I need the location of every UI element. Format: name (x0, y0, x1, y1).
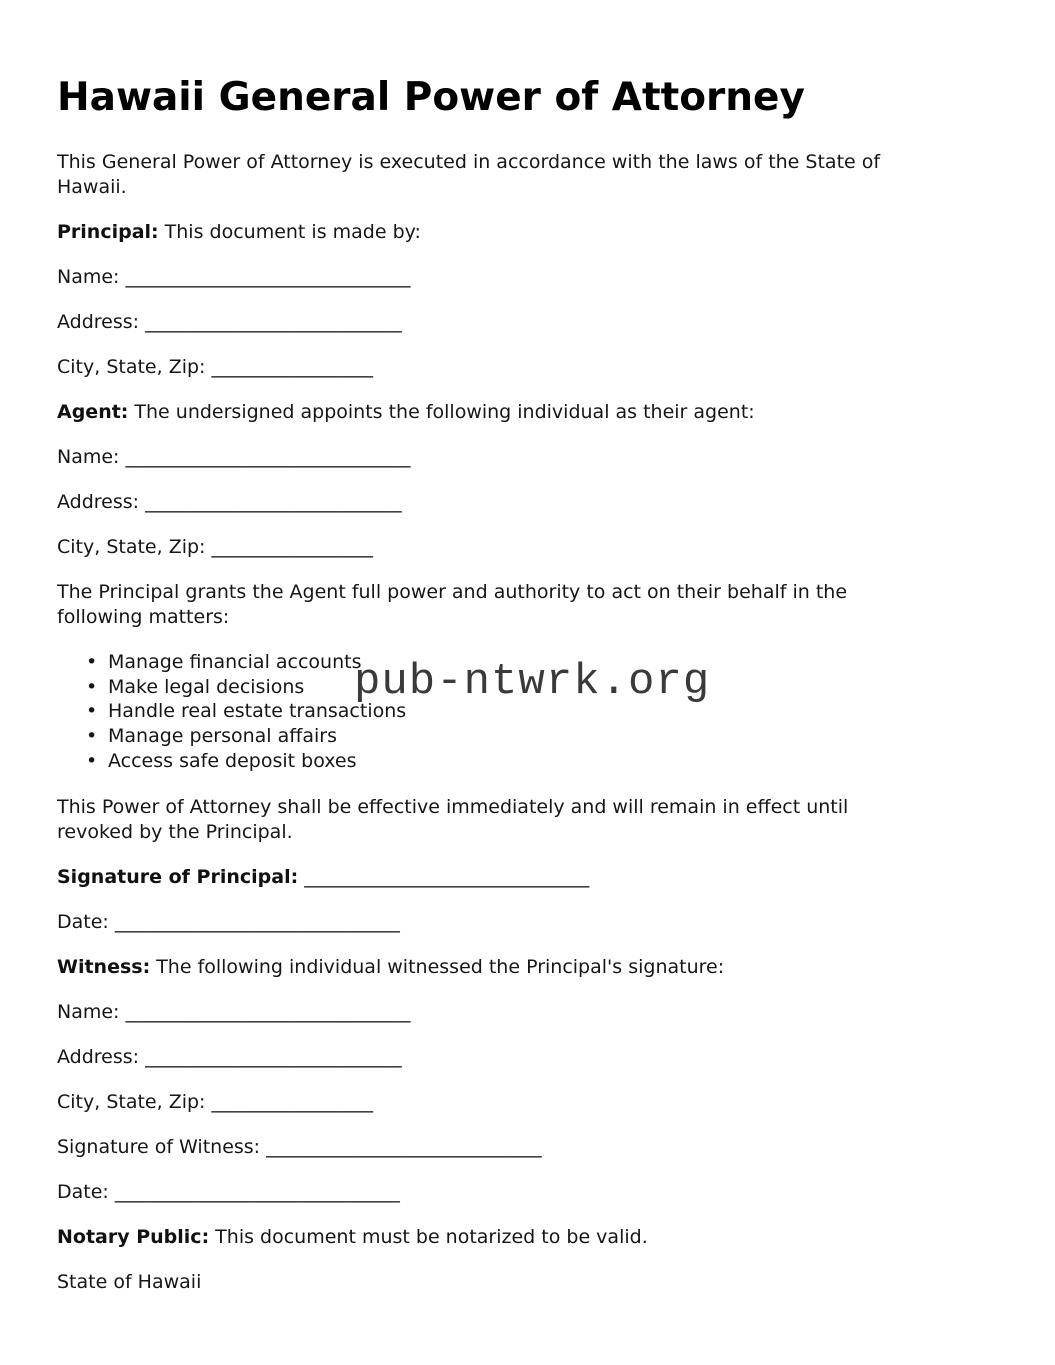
date-witness-blank: ______________________________ (114, 1180, 400, 1203)
principal-address-row (57, 310, 977, 335)
intro-paragraph (57, 150, 977, 200)
powers-item-4: Manage personal affairs (108, 725, 337, 748)
date-witness-row (57, 1180, 977, 1205)
bullet-icon: • (86, 749, 98, 772)
principal-address-blank: ___________________________ (145, 311, 402, 333)
agent-label: Agent: (57, 401, 129, 423)
bullet-icon: • (86, 651, 98, 673)
principal-name-blank: ______________________________ (125, 266, 411, 288)
principal-text: This document is made by: (164, 221, 421, 243)
principal-city-blank: _________________ (211, 356, 373, 378)
state-line-text: State of Hawaii (57, 1270, 202, 1293)
signature-principal-blank: ______________________________ (304, 865, 590, 888)
notary-label: Notary Public: (57, 1225, 210, 1248)
powers-item-5: Access safe deposit boxes (108, 749, 357, 772)
powers-item-3: Handle real estate transactions (108, 700, 407, 723)
witness-address-label: Address: (57, 1045, 140, 1068)
state-line (57, 1270, 977, 1295)
principal-city-label: City, State, Zip: (57, 356, 206, 378)
powers-item-1: Manage financial accounts (108, 651, 362, 673)
witness-name-blank: ______________________________ (125, 1000, 411, 1023)
date-principal-row (57, 910, 977, 935)
powers-line-2: following matters: (57, 606, 230, 628)
list-item (57, 724, 977, 749)
agent-city-blank: _________________ (211, 536, 373, 558)
signature-witness-blank: _____________________________ (266, 1135, 542, 1158)
principal-address-label: Address: (57, 311, 140, 333)
date-witness-label: Date: (57, 1180, 109, 1203)
witness-address-blank: ___________________________ (145, 1045, 402, 1068)
witness-name-label: Name: (57, 1000, 120, 1023)
powers-item-2: Make legal decisions (108, 675, 305, 698)
principal-name-label: Name: (57, 266, 120, 288)
bullet-icon: • (86, 675, 98, 698)
witness-address-row (57, 1045, 977, 1070)
witness-heading (57, 955, 977, 980)
bullet-icon: • (86, 700, 98, 723)
powers-paragraph (57, 580, 977, 630)
principal-heading (57, 220, 977, 245)
agent-name-blank: ______________________________ (125, 446, 411, 468)
date-principal-blank: ______________________________ (114, 910, 400, 933)
signature-principal-row (57, 865, 977, 890)
agent-address-label: Address: (57, 491, 140, 513)
agent-name-row (57, 445, 977, 470)
witness-city-label: City, State, Zip: (57, 1090, 206, 1113)
effective-line-1: This Power of Attorney shall be effective immediately and will remain in effect until (57, 795, 849, 818)
agent-address-row (57, 490, 977, 515)
agent-city-label: City, State, Zip: (57, 536, 206, 558)
agent-heading (57, 400, 977, 425)
principal-name-row (57, 265, 977, 290)
principal-city-row (57, 355, 977, 380)
intro-line-1: This General Power of Attorney is executed in accordance with the laws of the State of (57, 151, 881, 173)
effective-line-2: revoked by the Principal. (57, 820, 293, 843)
powers-line-1: The Principal grants the Agent full power and authority to act on their behalf in the (57, 581, 848, 603)
document-title: Hawaii General Power of Attorney (57, 75, 805, 120)
witness-name-row (57, 1000, 977, 1025)
witness-city-row (57, 1090, 977, 1115)
watermark-text: pub-ntwrk.org (354, 657, 711, 707)
effective-paragraph (57, 795, 977, 845)
intro-line-2: Hawaii. (57, 176, 127, 198)
signature-principal-label: Signature of Principal: (57, 865, 299, 888)
notary-text: This document must be notarized to be valid. (215, 1225, 648, 1248)
witness-label: Witness: (57, 955, 151, 978)
principal-label: Principal: (57, 221, 159, 243)
list-item (57, 749, 977, 774)
witness-text: The following individual witnessed the Principal's signature: (156, 955, 725, 978)
signature-witness-label: Signature of Witness: (57, 1135, 261, 1158)
notary-heading (57, 1225, 977, 1250)
signature-witness-row (57, 1135, 977, 1160)
agent-text: The undersigned appoints the following individual as their agent: (134, 401, 755, 423)
agent-name-label: Name: (57, 446, 120, 468)
bullet-icon: • (86, 725, 98, 748)
date-principal-label: Date: (57, 910, 109, 933)
witness-city-blank: _________________ (211, 1090, 373, 1113)
agent-address-blank: ___________________________ (145, 491, 402, 513)
agent-city-row (57, 535, 977, 560)
